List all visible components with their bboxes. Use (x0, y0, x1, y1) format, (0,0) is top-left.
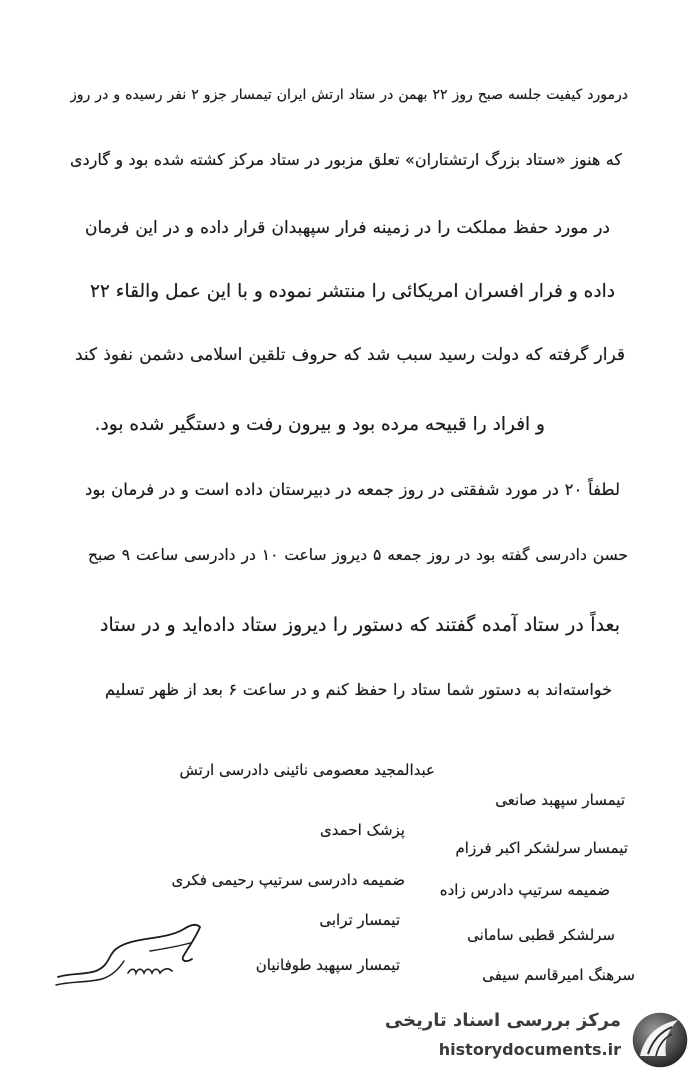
document-line-4: داده و فرار افسران امریکائی را منتشر نموده و با این عمل والقاء ۲۲ (90, 281, 615, 302)
signatory-left-2: پزشک احمدی (320, 821, 405, 839)
signatory-left-4: تیمسار ترابی (319, 911, 400, 929)
signature-scribble (50, 915, 210, 995)
signature-stroke-3 (128, 969, 172, 973)
signatory-right-2: تیمسار سرلشکر اکبر فرزام (455, 839, 628, 857)
signatory-right-5: سرهنگ امیرقاسم سیفی (482, 966, 635, 984)
archive-logo-icon (628, 1010, 692, 1070)
document-line-5: قرار گرفته که دولت رسید سبب شد که حروف تلقین اسلامی دشمن نفوذ کند (75, 345, 625, 365)
document-line-2: که هنوز «ستاد بزرگ ارتشتاران» تعلق مزبور در ستاد مرکز کشته شده بود و گاردی (70, 150, 622, 169)
signature-stroke-4 (150, 943, 190, 951)
document-line-10: خواسته‌اند به دستور شما ستاد را حفظ کنم و در ساعت ۶ بعد از ظهر تسلیم (105, 680, 612, 699)
watermark-website: historydocuments.ir (438, 1040, 621, 1059)
signatory-left-1: عبدالمجید معصومی نائینی دادرسی ارتش (179, 761, 435, 779)
signature-stroke-1 (58, 925, 200, 977)
signatory-left-5: تیمسار سپهبد طوفانیان (255, 956, 400, 974)
document-line-8: حسن دادرسی گفته بود در روز جمعه ۵ دیروز ساعت ۱۰ در دادرسی ساعت ۹ صبح (88, 546, 628, 564)
signatory-right-4: سرلشکر قطبی سامانی (467, 926, 615, 944)
document-line-7: لطفاً ۲۰ در مورد شفقتی در روز جمعه در دبیرستان داده است و در فرمان بود (85, 480, 620, 499)
signatory-right-1: تیمسار سپهبد صانعی (495, 791, 625, 809)
watermark-org-name: مرکز بررسی اسناد تاریخی (384, 1010, 621, 1031)
document-line-3: در مورد حفظ مملکت را در زمینه فرار سپهبدان قرار داده و در این فرمان (85, 218, 610, 238)
document-line-9: بعداً در ستاد آمده گفتند که دستور را دیروز ستاد داده‌اید و در ستاد (100, 614, 620, 636)
document-line-1: درمورد کیفیت جلسه صبح روز ۲۲ بهمن در ستاد ارتش ایران تیمسار جزو ۲ نفر رسیده و در روز (70, 87, 628, 103)
signatory-right-3: ضمیمه سرتیپ دادرس زاده (439, 881, 610, 899)
document-line-6: و افراد را قبیحه مرده بود و بیرون رفت و دستگیر شده بود. (95, 414, 545, 435)
signatory-left-3: ضمیمه دادرسی سرتیپ رحیمی فکری (171, 871, 405, 889)
